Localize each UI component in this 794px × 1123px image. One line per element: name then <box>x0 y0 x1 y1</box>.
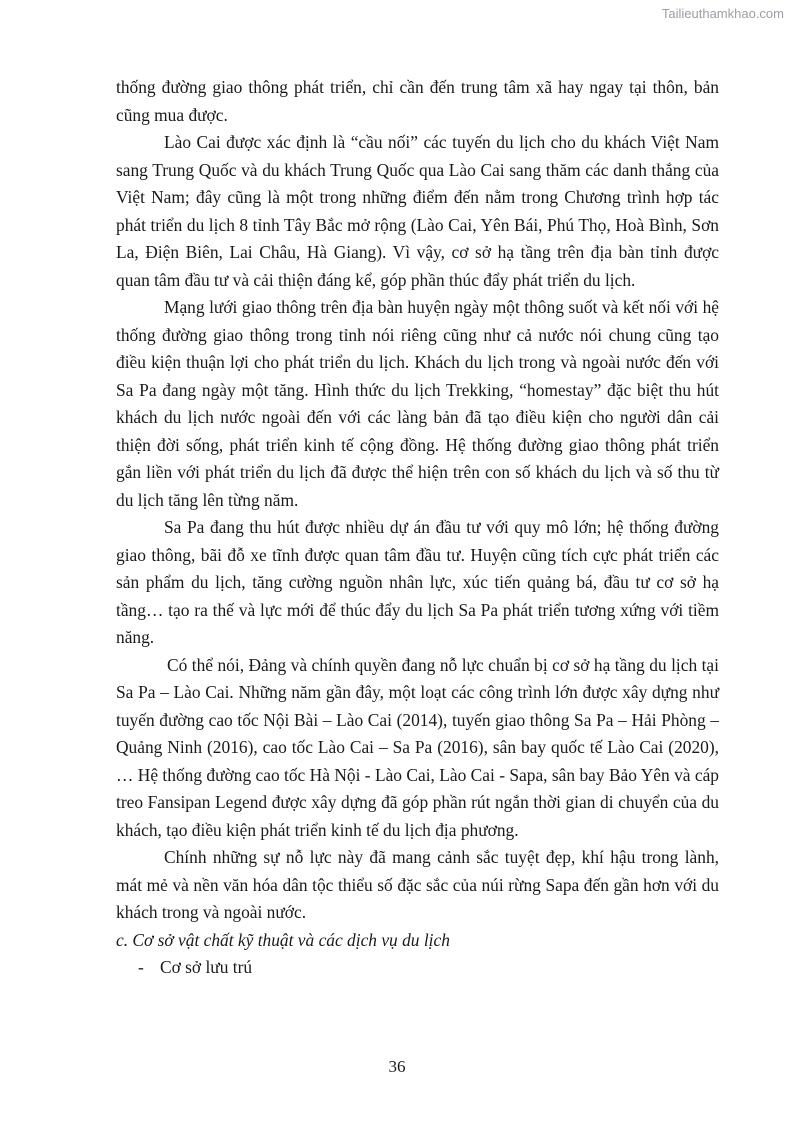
document-body <box>116 74 719 982</box>
paragraph-infrastructure-projects: Có thể nói, Đảng và chính quyền đang nỗ lực chuẩn bị cơ sở hạ tầng du lịch tại Sa Pa – Lào Cai. Những năm gần đây, một loạt các công trình lớn được xây dựng như tuyến đường cao tốc Nội Bài – Lào Cai (2014), tuyến giao thông Sa Pa – Hải Phòng – Quảng Ninh (2016), cao tốc Lào Cai – Sa Pa (2016), sân bay quốc tế Lào Cai (2020), … Hệ thống đường cao tốc Hà Nội - Lào Cai, Lào Cai - Sapa, sân bay Bảo Yên và cáp treo Fansipan Legend được xây dựng đã góp phần rút ngắn thời gian di chuyển của du khách, tạo điều kiện phát triển kinh tế du lịch địa phương. <box>116 654 719 840</box>
bullet-text: Cơ sở lưu trú <box>160 957 253 977</box>
bullet-item <box>116 954 719 982</box>
bullet-dash: - <box>138 957 144 977</box>
paragraph-conclusion: Chính những sự nỗ lực này đã mang cảnh sắc tuyệt đẹp, khí hậu trong lành, mát mẻ và nền văn hóa dân tộc thiểu số đặc sắc của núi rừng Sapa đến gần hơn với du khách trong và ngoài nước. <box>116 847 719 922</box>
paragraph-continuation: thống đường giao thông phát triển, chỉ cần đến trung tâm xã hay ngay tại thôn, bản cũng mua được. <box>116 77 719 125</box>
watermark: Tailieuthamkhao.com <box>661 6 784 21</box>
page-number: 36 <box>388 1057 406 1076</box>
paragraph-investment: Sa Pa đang thu hút được nhiều dự án đầu tư với quy mô lớn; hệ thống đường giao thông, bãi đỗ xe tĩnh được quan tâm đầu tư. Huyện cũng tích cực phát triển các sản phẩm du lịch, tăng cường nguồn nhân lực, xúc tiến quảng bá, đầu tư cơ sở hạ tầng… tạo ra thế và lực mới để thúc đẩy du lịch Sa Pa phát triển tương xứng với tiềm năng. <box>116 517 719 647</box>
paragraph-transport-network: Mạng lưới giao thông trên địa bàn huyện ngày một thông suốt và kết nối với hệ thống đường giao thông trong tỉnh nói riêng cũng như cả nước nói chung cũng tạo điều kiện thuận lợi cho phát triển du lịch. Khách du lịch trong và ngoài nước đến với Sa Pa đang ngày một tăng. Hình thức du lịch Trekking, “homestay” đặc biệt thu hút khách du lịch nước ngoài đến với các làng bản đã tạo điều kiện cho người dân cải thiện đời sống, phát triển kinh tế cộng đồng. Hệ thống đường giao thông phát triển gắn liền với phát triển du lịch đã được thể hiện trên con số khách du lịch và số thu từ du lịch tăng lên từng năm. <box>116 297 719 510</box>
section-heading: c. Cơ sở vật chất kỹ thuật và các dịch vụ du lịch <box>116 929 450 950</box>
paragraph-lao-cai-bridge: Lào Cai được xác định là “cầu nối” các tuyến du lịch cho du khách Việt Nam sang Trung Quốc và du khách Trung Quốc qua Lào Cai sang thăm các danh thắng của Việt Nam; đây cũng là một trong những điểm đến nằm trong Chương trình hợp tác phát triển du lịch 8 tỉnh Tây Bắc mở rộng (Lào Cai, Yên Bái, Phú Thọ, Hoà Bình, Sơn La, Điện Biên, Lai Châu, Hà Giang). Vì vậy, cơ sở hạ tầng trên địa bàn tỉnh được quan tâm đầu tư và cải thiện đáng kể, góp phần thúc đẩy phát triển du lịch. <box>116 132 719 290</box>
